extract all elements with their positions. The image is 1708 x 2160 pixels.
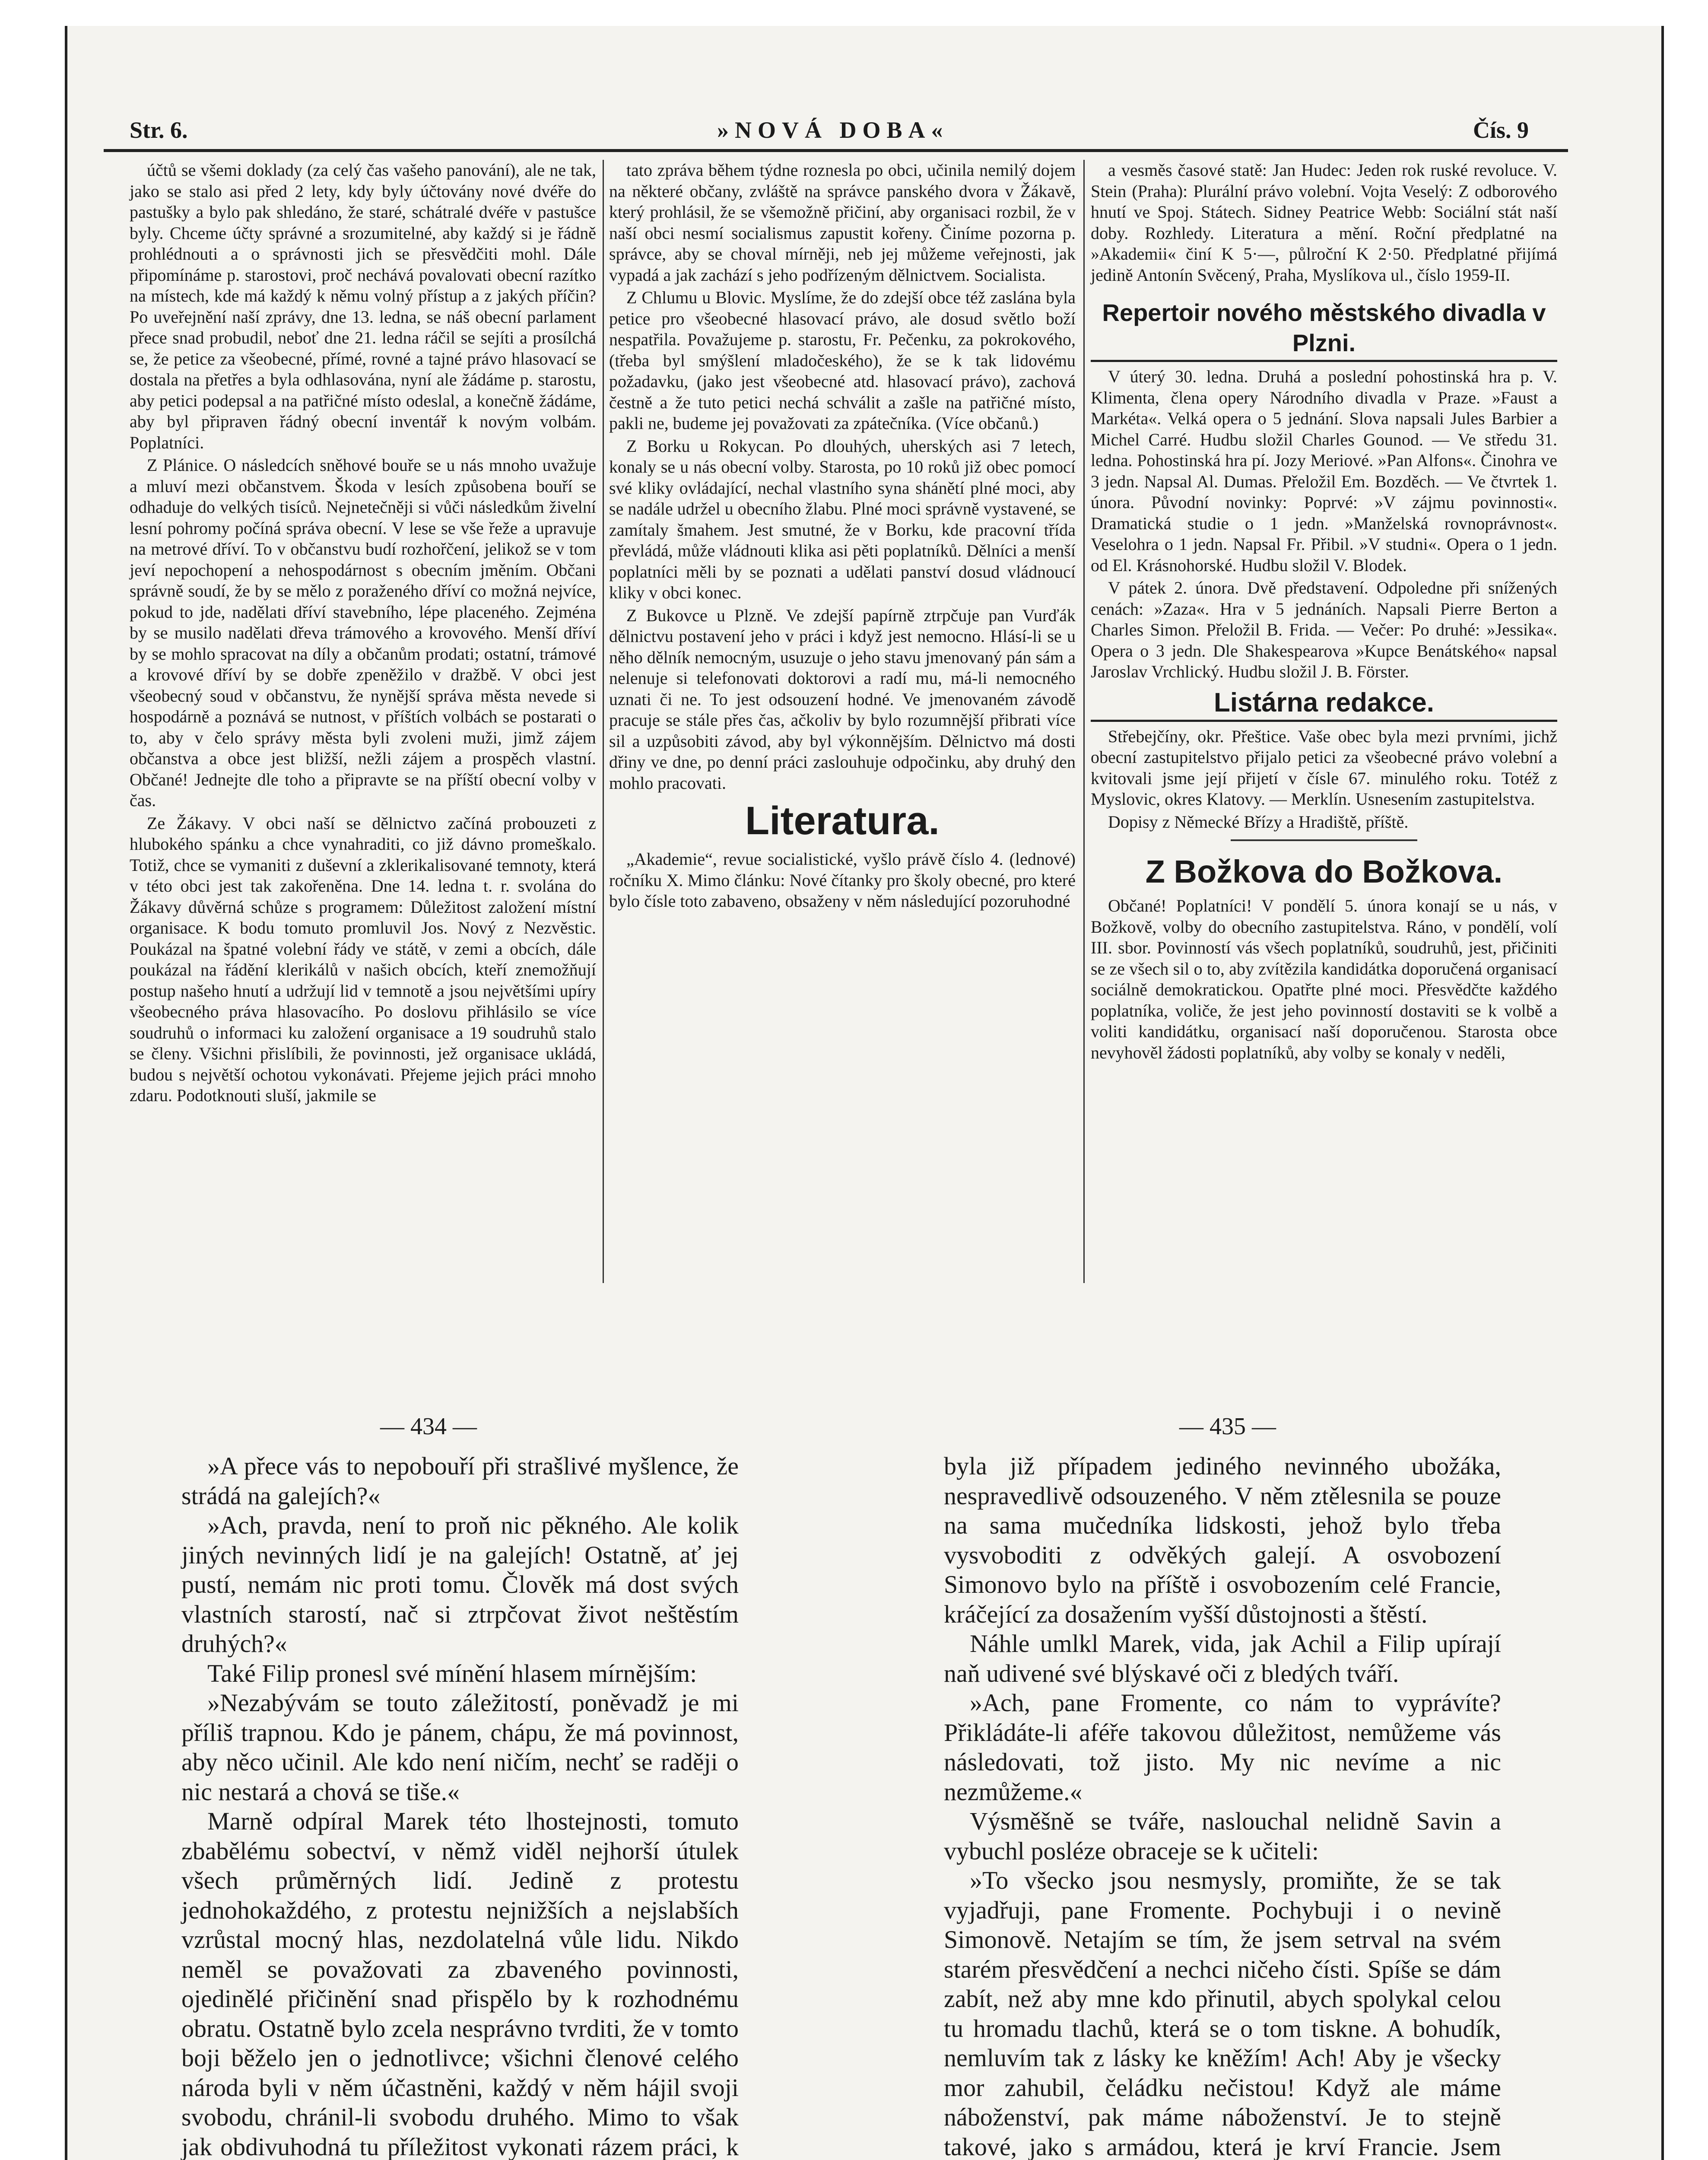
book-page-left [181,1452,739,2160]
article-bukovec: Z Bukovce u Plzně. Ve zdejší papírně ztrpčuje pan Vurďák dělnictvu postavení jeho v práci i když jest nemocno. Hlásí-li se u něho dělník nemocným, usuzuje o jeho stavu jmenovaný pán sám a nelenuje si telefonovati doktorovi a radí mu, má-li nemocného uznati či ne. To jest odsouzení hodné. Ve jmenovaném závodě pracuje se stále přes čas, ačkoliv by bylo rozumnější přibrati více sil a uzpůsobiti závod, aby byl výkonnějším. Dělnictvo má dosti dřiny ve dne, po denní práci zaslouhuje odpočinku, aby druhý den mohlo pracovati. [609,605,1076,793]
header-masthead: »NOVÁ DOBA« [717,117,949,143]
listarna-paragraph: Dopisy z Německé Břízy a Hradiště, příště. [1108,812,1409,832]
bozkov-paragraph: Občané! Poplatníci! V pondělí 5. února konají se u nás, v Božkově, volby do obecního zastupitelstva. Ráno, v pondělí, volí III. sbor. Povinností vás všech poplatníků, soudruhů, jest, přičiniti se ze všech sil o to, aby zvítězila kandidátka doporučená organisací sociálně demokratickou. Opatřte plné moci. Přesvědčte každého poplatníka, voliče, že jest jeho povinností dostaviti se k volbě a voliti kandidátku, organisací naší doporučenou. Starosta obce nevyhověl žádosti poplatníků, aby volby se konaly v neděli, [1091,896,1557,1062]
book-paragraph: »To všecko jsou nesmysly, promiňte, že se tak vyjadřuji, pane Fromente. Pochybuji i o nevině Simonově. Netajím se tím, že jsem setrval na svém starém přesvědčení a nechci ničeho čísti. Spíše se dám zabít, než aby mne kdo přinutil, abych spolykal celou tu hromadu tlachů, která se o tom tiskne. A bohudík, nemluvím tak z lásky ke kněžím! Ach! Aby je všecky mor zahubil, čeládku nečistou! Když ale máme náboženství, pak máme náboženství. Je to stejně takové, jako s armádou, která je krví Francie. Jsem [944,1866,1501,2160]
repertoir-paragraph: V pátek 2. února. Dvě představení. Odpoledne při snížených cenách: »Zaza«. Hra v 5 jednáních. Napsali Pierre Berton a Charles Simon. Přeložil B. Frida. — Večer: Po druhé: »Jessika«. Opera o 3 jedn. Dle Shakespearova »Kupce Benátského« napsal Jaroslav Vrchlický. Hudbu složil J. B. Förster. [1091,578,1557,681]
article-chlum: Z Chlumu u Blovic. Myslíme, že do zdejší obce též zaslána byla petice pro všeobecné hlasovací právo, ale dosud světlo boží nespatřila. Považujeme p. starostu, Fr. Pečenku, za pokrokového, (třeba byl smýšlení mladočeského), že se k tak lidovému požadavku, (jako jest všeobecné atd. hlasovací právo), zachová čestně a že tuto petici nechá schválit a zašle na patřičné místo, pakli ne, budeme jej považovati za zpátečníka. (Více občanů.) [609,288,1076,433]
book-page-number-left: — 434 — [380,1413,477,1440]
book-page-right [944,1452,1501,2160]
literatura-continuation: a vesměs časové statě: Jan Hudec: Jeden rok ruské revoluce. V. Stein (Praha): Plurální právo volební. Vojta Veselý: Z odborového hnutí ve Spoj. Státech. Sidney Peatrice Webb: Sociální stát naší doby. Rozhledy. Literatura a mění. Roční předplatné na »Akademii« činí K 5·—, půlroční K 2·50. Předplatné přijímá jedině Antonín Svěcený, Praha, Myslíkova ul., číslo 1959-II. [1091,160,1557,285]
article-zakava: Ze Žákavy. V obci naší se dělnictvo začíná probouzeti z hlubokého spánku a chce vynahraditi, co již dávno promeškalo. Totiž, chce se vymaniti z duševní a zklerikalisované temnoty, která v této obci jest tak zakořeněna. Dne 14. ledna t. r. svolána do Žákavy důvěrná schůze s programem: Důležitost založení místní organisace. K bodu tomuto promluvil Jos. Nový z Nezvěstic. Poukázal na špatné volební řády ve státě, v zemi a obcích, dále poukázal na řádění klerikálů v našich obcích, kteří znemožňují postup našeho hnutí a udržují lid v temnotě a jsou největšími upíry všeobecného práva hlasovacího. Po doslovu přihlásilo se více soudruhů o informaci ku založení organisace a 19 soudruhů stalo se členy. Všichni přislíbili, že povinnosti, jež organisace ukládá, budou s největší ochotou vykonávati. Přejeme jejich práci mnoho zdaru. Podotknouti sluší, jakmile se [130,813,596,1105]
book-paragraph: »Nezabývám se touto záležitostí, poněvadž je mi příliš trapnou. Kdo je pánem, chápu, že má povinnost, aby něco učinil. Ale kdo není ničím, nechť se raději o nic nestará a chová se tiše.« [181,1689,739,1806]
header-issue-number: Čís. 9 [1473,117,1529,143]
article-paragraph: účtů se všemi doklady (za celý čas vašeho panování), ale ne tak, jako se stalo asi před 2 lety, kdy byly účtovány nové dvéře do pastušky a bylo pak shledáno, že staré, schátralé dvéře v pastušce byly. Chceme účty správné a srozumitelné, aby každý si je řádně prohlédnouti a o správnosti jich se přesvědčiti mohl. Dále připomínáme p. starostovi, proč nechává povalovati obecní razítko na místech, kde má každý k němu volný přístup a z jakých příčin? Po uveřejnění naší zprávy, dne 13. ledna, se náš obecní parlament přece snad probudil, neboť dne 21. ledna ráčil se sejíti a prosílchá se, že petice za všeobecné, přímé, rovné a tajné právo hlasovací se dostala na přetřes a byla odhlasována, nyní ale žádáme p. starostu, aby petici podepsal a na patřičné místo odeslal, a konečně žádáme, aby byl připraven řádný obecní inventář k novým volbám. Poplatníci. [130,160,596,452]
book-paragraph: byla již případem jediného nevinného ubožáka, nespravedlivě odsouzeného. V něm ztělesnila se pouze na sama mučedníka lidskosti, jehož bylo třeba vysvoboditi z odvěkých galejí. A osvobození Simonovo bylo na příště i osvobozením celé Francie, kráčející za dosažením vyšší důstojnosti a štěstí. [944,1452,1501,1628]
book-paragraph: Marně odpíral Marek této lhostejnosti, tomuto zbabělému sobectví, v němž viděl nejhorší útulek všech průměrných lidí. Jedině z protestu jednohokaždého, z protestu nejnižších a nejslabších vzrůstal mocný hlas, nezdolatelná vůle lidu. Nikdo neměl se považovati za zbaveného povinnosti, ojedinělé přičinění snad přispělo by k rozhodnému obratu. Ostatně bylo zcela nesprávno tvrditi, že v tomto boji běželo jen o jednotlivce; všichni členové celého národa byli v něm účastněni, každý v něm hájil svoji svobodu, chránil-li svobodu druhého. Mimo to však jak obdivuhodná tu příležitost vykonati rázem práci, k [181,1807,739,2160]
news-column-3 [1091,160,1557,1065]
column-separator [1083,160,1085,1283]
header-rule [104,149,1568,152]
listarna-paragraph: Střebejčíny, okr. Přeštice. Vaše obec byla mezi prvními, jichž obecní zastupitelstvo přijalo petici za všeobecné právo volební a kvitovali jsme její přijetí v čísle 67. minulého roku. Totéž z Myslovic, okres Klatovy. — Merklín. Usnesením zastupitelstva. [1091,726,1557,809]
book-paragraph: »A přece vás to nepobouří při strašlivé myšlence, že strádá na galejích?« [181,1452,739,1510]
article-borek: Z Borku u Rokycan. Po dlouhých, uherských asi 7 letech, konaly se u nás obecní volby. Starosta, po 10 roků již obec pomocí své kliky ovládající, nechal vlastního syna shánětí plné moci, aby se nadále udržel u obecního žlabu. Plné moci správně vystavené, se zamítaly šmahem. Jest smutné, že v Borku, kde pracovní třída převládá, může vládnouti klika asi pěti poplatníků. Dělníci a menší poplatníci měli by se poznati a udělati panství dosud vládnoucí kliky v obci konec. [609,436,1076,602]
listarna-heading: Listárna redakce. [1091,687,1557,722]
book-paragraph: Také Filip pronesl své mínění hlasem mírnějším: [207,1659,697,1687]
book-paragraph: »Ach, pane Fromente, co nám to vyprávíte? Přikládáte-li aféře takovou důležitost, nemůžeme vás následovati, tož jisto. My nic nevíme a nic nezmůžeme.« [944,1689,1501,1806]
book-paragraph: Výsměšně se tváře, naslouchal nelidně Savin a vybuchl posléze obraceje se k učiteli: [944,1807,1501,1865]
repertoir-paragraph: V úterý 30. ledna. Druhá a poslední pohostinská hra p. V. Klimenta, člena opery Národního divadla v Praze. »Faust a Markéta«. Velká opera o 5 jednání. Slova napsali Jules Barbier a Michel Carré. Hudbu složil Charles Gounod. — Ve středu 31. ledna. Pohostinská hra pí. Jozy Meriové. »Pan Alfons«. Činohra ve 3 jedn. Napsal Al. Dumas. Přeložil Em. Bozděch. — Ve čtvrtek 1. února. Původní novinky: Poprvé: »V zájmu povinnosti«. Dramatická studie o 1 jedn. »Manželská rovnoprávnost«. Veselohra o 1 jedn. Napsal Fr. Přibil. »V studni«. Opera o 1 jedn. od El. Krásnohorské. Hudbu složil V. Blodek. [1091,367,1557,575]
column-separator [603,160,604,1283]
book-paragraph: Náhle umlkl Marek, vida, jak Achil a Filip upírají naň udivené své blýskavé oči z bledých tváří. [944,1630,1501,1687]
book-page-number-right: — 435 — [1179,1413,1276,1440]
bozkov-heading: Z Božkova do Božkova. [1145,854,1503,889]
news-column-2 [609,160,1076,914]
article-planice: Z Plánice. O následcích sněhové bouře se u nás mnoho uvažuje a mluví mezi občanstvem. Škoda v lesích způsobena bouří se odhaduje do velkých tisíců. Nejnetečněji si vůči následkům živelní lesní pohromy počíná správa obecní. V lese se vše řeže a upravuje na metrové dříví. To v občanstvu budí rozhořčení, jelikož se v tom jeví nepochopení a nehospodárnost s obecním jměním. Občani správně soudí, že by se mělo z poraženého dříví co možná nejvíce, pokud to jde, nadělati dříví stavebního, lépe placeného. Zejména by se musilo nadělati dřeva trámového a krovového. Menší dříví by se mohlo spracovat na díly a občanům prodati; ostatní, trámové a krovové dříví by se dobře zpeněžilo v dražbě. V obci jest všeobecný soud v občanstvu, že nynější správa města nevede si hospodárně a poznává se nutnost, v příštích volbách se postarati o to, aby v čelo správy města byli zvoleni muži, jimž zájem občanstva a obce jest bližší, nežli zájem a prospěch vlastní. Občané! Jednejte dle toho a připravte se na příští obecní volby v čas. [130,455,596,810]
book-paragraph: »Ach, pravda, není to proň nic pěkného. Ale kolik jiných nevinných lidí je na galejích! Ostatně, ať jej pustí, nemám nic proti tomu. Člověk má dost svých vlastních starostí, nač si ztrpčovat život neštěstím druhých?« [181,1511,739,1658]
news-column-1 [130,160,596,1108]
section-divider [1231,839,1417,841]
literatura-heading: Literatura. [745,799,940,843]
header-page-number: Str. 6. [130,117,188,143]
article-paragraph: tato zpráva během týdne roznesla po obci, učinila nemilý dojem na některé občany, zvláště na správce panského dvora v Žákavě, který prohlásil, že se všemožně přičiní, aby organisaci rozbil, že v naší obci nesmí socialismus zapustit kořeny. Činíme pozorna p. správce, aby se choval mírněji, neb jej můžeme veřejnosti, jak vypadá a jak zachází s jeho podřízeným dělnictvem. Socialista. [609,160,1076,285]
repertoir-heading: Repertoir nového městského divadla v Plzni. [1091,298,1557,362]
literatura-text: „Akademie“, revue socialistické, vyšlo právě číslo 4. (lednové) ročníku X. Mimo článku: Nové čítanky pro školy obecné, pro které bylo čísle toto zabaveno, obsaženy v něm následující pozoruhodné [609,849,1076,911]
